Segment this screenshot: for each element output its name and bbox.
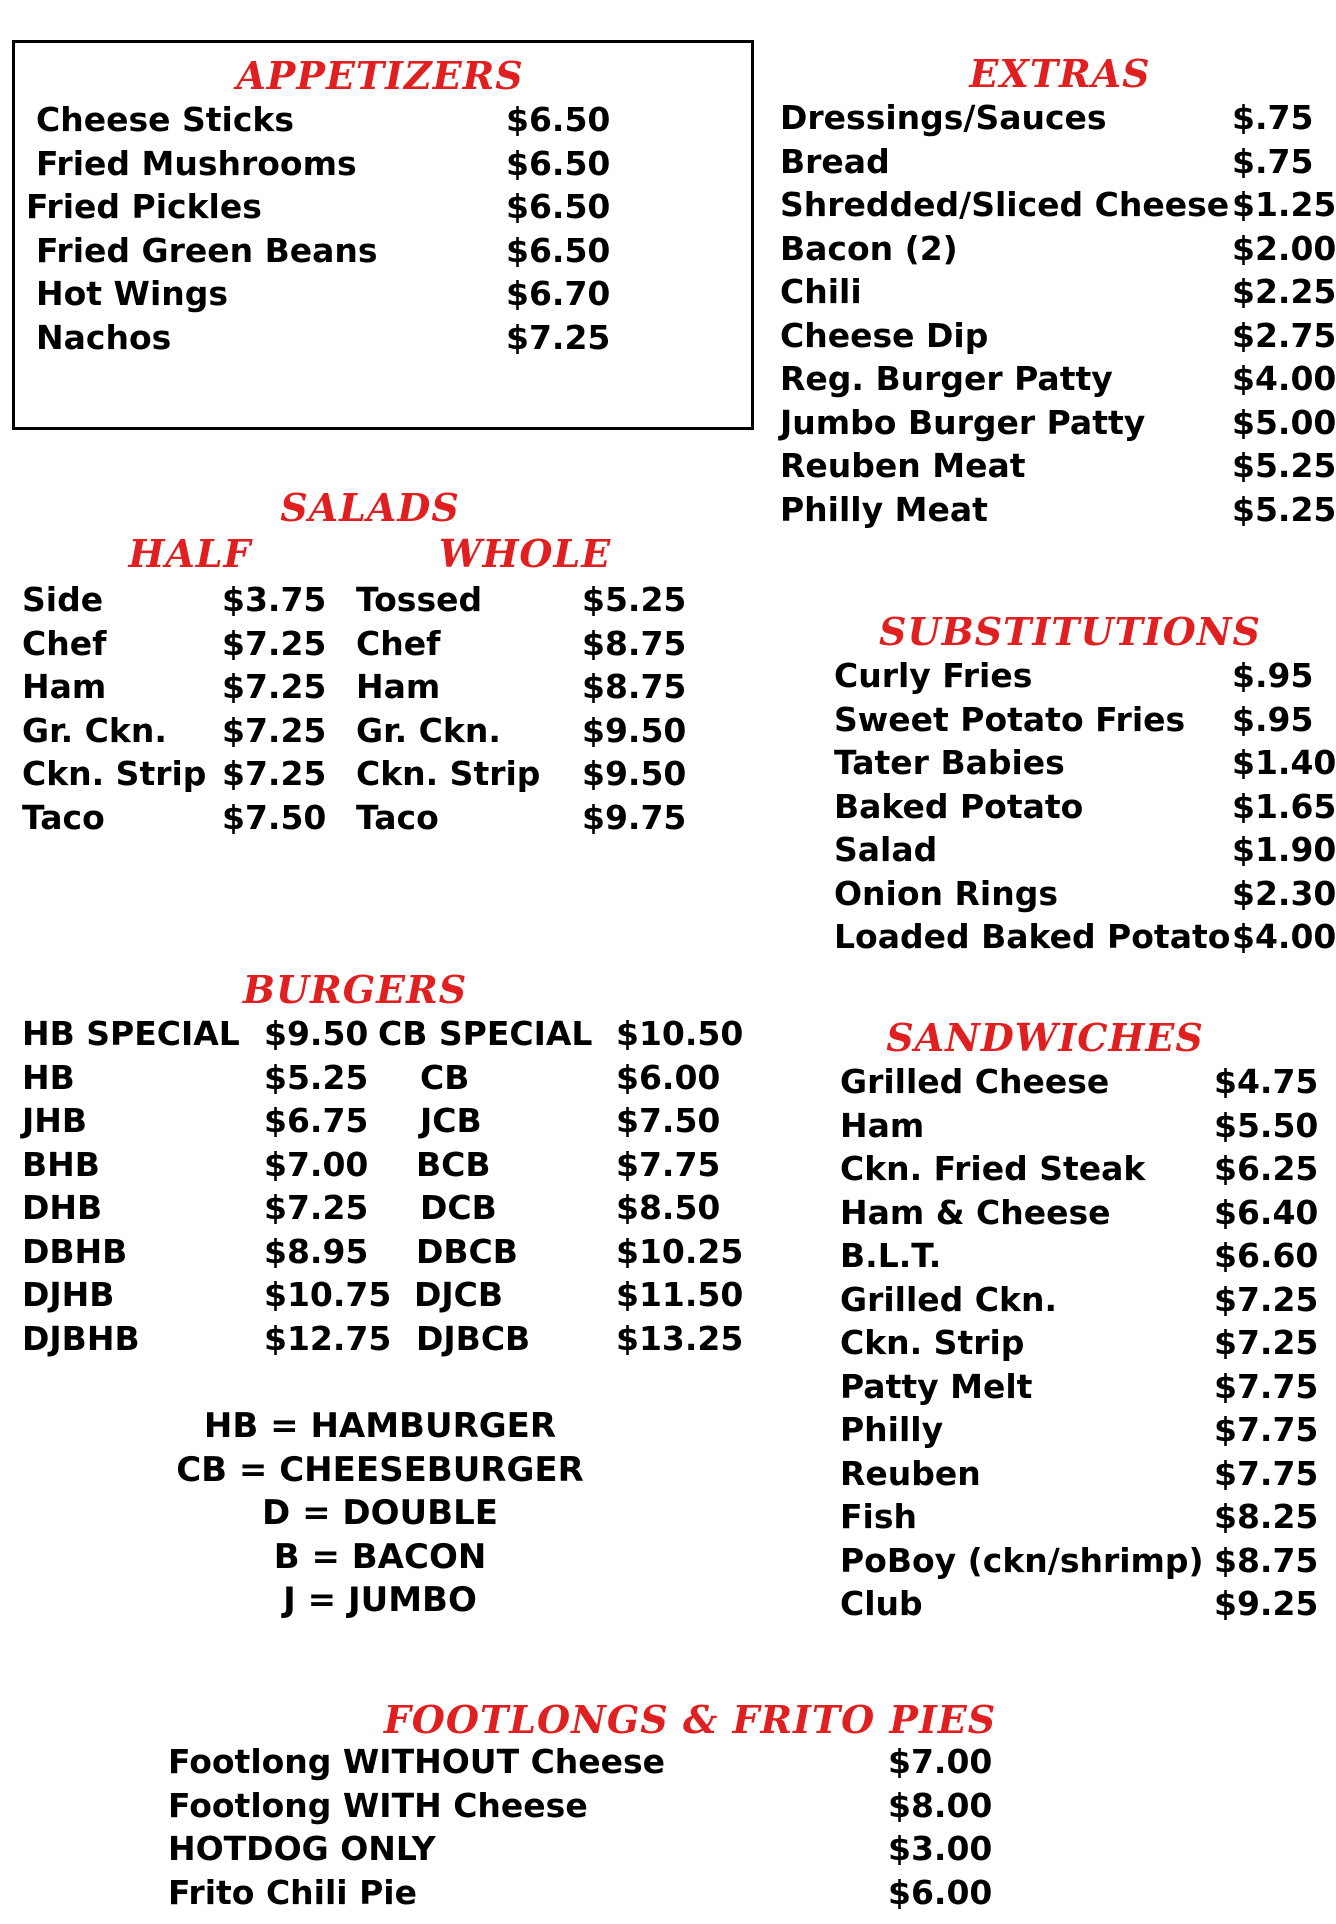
item-name: Patty Melt <box>840 1366 1033 1406</box>
item-price: $6.50 <box>506 187 611 226</box>
item-price: $9.25 <box>1214 1584 1319 1623</box>
item-price: $2.30 <box>1232 873 1336 913</box>
item-name: DBHB <box>22 1231 128 1271</box>
item-name: Cheese Dip <box>780 315 989 355</box>
item-price: $7.75 <box>1214 1453 1319 1493</box>
item-price: $7.50 <box>222 797 327 837</box>
item-price: $7.75 <box>616 1144 721 1184</box>
item-price: $4.00 <box>1232 359 1336 398</box>
item-price: $7.00 <box>264 1144 369 1184</box>
item-name: Grilled Cheese <box>840 1062 1110 1101</box>
item-price: $1.65 <box>1232 786 1336 826</box>
item-price: $2.00 <box>1232 228 1336 268</box>
item-name: Salad <box>834 830 938 869</box>
item-name: Footlong WITH Cheese <box>168 1785 588 1825</box>
item-name: Club <box>840 1584 923 1623</box>
item-name: Ckn. Fried Steak <box>840 1149 1146 1188</box>
item-name: Onion Rings <box>834 873 1058 913</box>
item-price: $8.75 <box>582 623 687 663</box>
item-price: $8.95 <box>264 1231 369 1271</box>
item-name: Frito Chili Pie <box>168 1872 417 1912</box>
item-price: $10.75 <box>264 1275 392 1314</box>
item-name: Reuben <box>840 1453 981 1493</box>
item-price: $4.00 <box>1232 917 1336 956</box>
item-price: $2.75 <box>1232 315 1336 355</box>
item-name: Jumbo Burger Patty <box>780 402 1146 442</box>
item-name: Baked Potato <box>834 786 1084 826</box>
item-name: Footlong WITHOUT Cheese <box>168 1742 666 1781</box>
item-price: $3.75 <box>222 580 327 619</box>
item-price: $7.25 <box>506 317 611 357</box>
item-price: $8.75 <box>582 667 687 706</box>
item-price: $7.25 <box>222 710 327 750</box>
item-name: DCB <box>420 1188 497 1227</box>
item-name: Gr. Ckn. <box>22 710 167 750</box>
item-price: $7.25 <box>222 667 327 706</box>
item-name: Tater Babies <box>834 743 1065 782</box>
item-price: $5.25 <box>582 580 687 619</box>
item-name: Reg. Burger Patty <box>780 359 1113 398</box>
item-price: $.95 <box>1232 656 1314 695</box>
item-price: $6.75 <box>264 1101 369 1140</box>
item-name: Side <box>22 580 104 619</box>
item-price: $.75 <box>1232 141 1314 181</box>
item-price: $10.25 <box>616 1231 744 1271</box>
item-price: $2.25 <box>1232 272 1336 311</box>
extras-title: EXTRAS <box>969 51 1151 96</box>
legend-line: CB = CHEESEBURGER <box>176 1449 584 1490</box>
item-name: Philly Meat <box>780 489 988 529</box>
item-price: $7.25 <box>222 754 327 793</box>
item-name: Sweet Potato Fries <box>834 699 1186 739</box>
item-price: $6.25 <box>1214 1149 1319 1188</box>
item-price: $10.50 <box>616 1014 744 1053</box>
item-name: Shredded/Sliced Cheese <box>780 185 1230 224</box>
item-price: $1.25 <box>1232 185 1336 224</box>
item-price: $11.50 <box>616 1275 744 1314</box>
item-name: CB <box>420 1057 470 1097</box>
item-price: $.75 <box>1232 98 1314 137</box>
item-name: Gr. Ckn. <box>356 710 501 750</box>
item-name: Ham <box>356 667 441 706</box>
item-name: DJBHB <box>22 1318 140 1358</box>
item-price: $7.00 <box>888 1742 993 1781</box>
item-name: Chef <box>22 623 107 663</box>
item-price: $8.25 <box>1214 1497 1319 1536</box>
item-price: $9.75 <box>582 797 687 837</box>
item-name: Chef <box>356 623 441 663</box>
legend-line: HB = HAMBURGER <box>203 1406 557 1446</box>
item-price: $5.25 <box>264 1057 369 1097</box>
item-price: $6.60 <box>1214 1236 1319 1275</box>
item-price: $6.40 <box>1214 1192 1319 1232</box>
item-name: Ckn. Strip <box>356 754 541 793</box>
item-price: $1.90 <box>1232 830 1336 869</box>
item-name: Dressings/Sauces <box>780 98 1107 137</box>
item-name: Grilled Ckn. <box>840 1279 1057 1319</box>
item-price: $7.75 <box>1214 1366 1319 1406</box>
item-price: $5.25 <box>1232 446 1336 485</box>
item-price: $.95 <box>1232 699 1314 739</box>
legend-line: D = DOUBLE <box>262 1493 498 1533</box>
sandwiches-title: SANDWICHES <box>886 1015 1204 1060</box>
substitutions-title: SUBSTITUTIONS <box>879 609 1261 654</box>
item-price: $7.75 <box>1214 1410 1319 1449</box>
item-price: $9.50 <box>582 710 687 750</box>
item-name: DJCB <box>414 1275 504 1314</box>
item-name: HB <box>22 1057 75 1097</box>
item-name: Loaded Baked Potato <box>834 917 1231 956</box>
item-price: $6.70 <box>506 274 611 313</box>
item-price: $9.50 <box>582 754 687 793</box>
item-name: JHB <box>22 1101 88 1140</box>
item-name: HOTDOG ONLY <box>168 1829 436 1868</box>
item-name: BCB <box>416 1144 491 1184</box>
item-name: Hot Wings <box>36 274 229 313</box>
item-name: Fried Pickles <box>26 187 262 226</box>
item-name: Taco <box>22 797 105 837</box>
item-name: B.L.T. <box>840 1236 942 1275</box>
item-name: Ckn. Strip <box>840 1323 1025 1362</box>
item-name: DHB <box>22 1188 103 1227</box>
item-price: $6.50 <box>506 100 611 139</box>
item-price: $6.50 <box>506 230 611 270</box>
item-name: Nachos <box>36 317 172 357</box>
item-name: Philly <box>840 1410 944 1449</box>
item-price: $7.25 <box>1214 1279 1319 1319</box>
salads-whole-title: WHOLE <box>438 531 612 576</box>
item-name: CB SPECIAL <box>378 1014 593 1053</box>
item-name: Chili <box>780 272 862 311</box>
item-price: $12.75 <box>264 1318 392 1358</box>
item-name: Fried Green Beans <box>36 230 378 270</box>
item-name: Ckn. Strip <box>22 754 207 793</box>
item-price: $9.50 <box>264 1014 369 1053</box>
item-name: Tossed <box>356 580 483 619</box>
item-price: $5.00 <box>1232 402 1336 442</box>
item-name: Cheese Sticks <box>36 100 294 139</box>
item-name: Ham <box>840 1105 925 1145</box>
item-price: $8.00 <box>888 1785 993 1825</box>
item-price: $6.00 <box>888 1872 993 1912</box>
item-price: $7.25 <box>1214 1323 1319 1362</box>
item-price: $7.50 <box>616 1101 721 1140</box>
salads-title: SALADS <box>280 485 460 530</box>
item-price: $3.00 <box>888 1829 993 1868</box>
item-price: $7.25 <box>222 623 327 663</box>
item-price: $13.25 <box>616 1318 744 1358</box>
item-name: Bacon (2) <box>780 228 958 268</box>
item-name: Taco <box>356 797 439 837</box>
appetizers-title: APPETIZERS <box>236 53 524 98</box>
item-name: DBCB <box>416 1231 518 1271</box>
item-name: Ham <box>22 667 107 706</box>
legend-line: J = JUMBO <box>283 1580 477 1620</box>
item-name: JCB <box>420 1101 482 1140</box>
item-price: $8.75 <box>1214 1540 1319 1580</box>
legend-line: B = BACON <box>273 1536 487 1577</box>
item-name: DJBCB <box>416 1318 531 1358</box>
item-name: DJHB <box>22 1275 115 1314</box>
item-name: Bread <box>780 141 890 181</box>
item-price: $7.25 <box>264 1188 369 1227</box>
item-price: $6.00 <box>616 1057 721 1097</box>
item-price: $1.40 <box>1232 743 1336 782</box>
item-name: Fish <box>840 1497 917 1536</box>
burgers-title: BURGERS <box>242 967 468 1012</box>
item-name: BHB <box>22 1144 100 1184</box>
item-name: Fried Mushrooms <box>36 143 357 183</box>
item-price: $4.75 <box>1214 1062 1319 1101</box>
item-price: $6.50 <box>506 143 611 183</box>
item-price: $5.50 <box>1214 1105 1319 1145</box>
item-price: $5.25 <box>1232 489 1336 529</box>
item-name: Curly Fries <box>834 656 1033 695</box>
footlongs-title: FOOTLONGS & FRITO PIES <box>383 1697 997 1742</box>
item-name: PoBoy (ckn/shrimp) <box>840 1540 1204 1580</box>
item-name: HB SPECIAL <box>22 1014 240 1053</box>
item-price: $8.50 <box>616 1188 721 1227</box>
salads-half-title: HALF <box>128 531 252 576</box>
item-name: Reuben Meat <box>780 446 1026 485</box>
item-name: Ham & Cheese <box>840 1192 1111 1232</box>
